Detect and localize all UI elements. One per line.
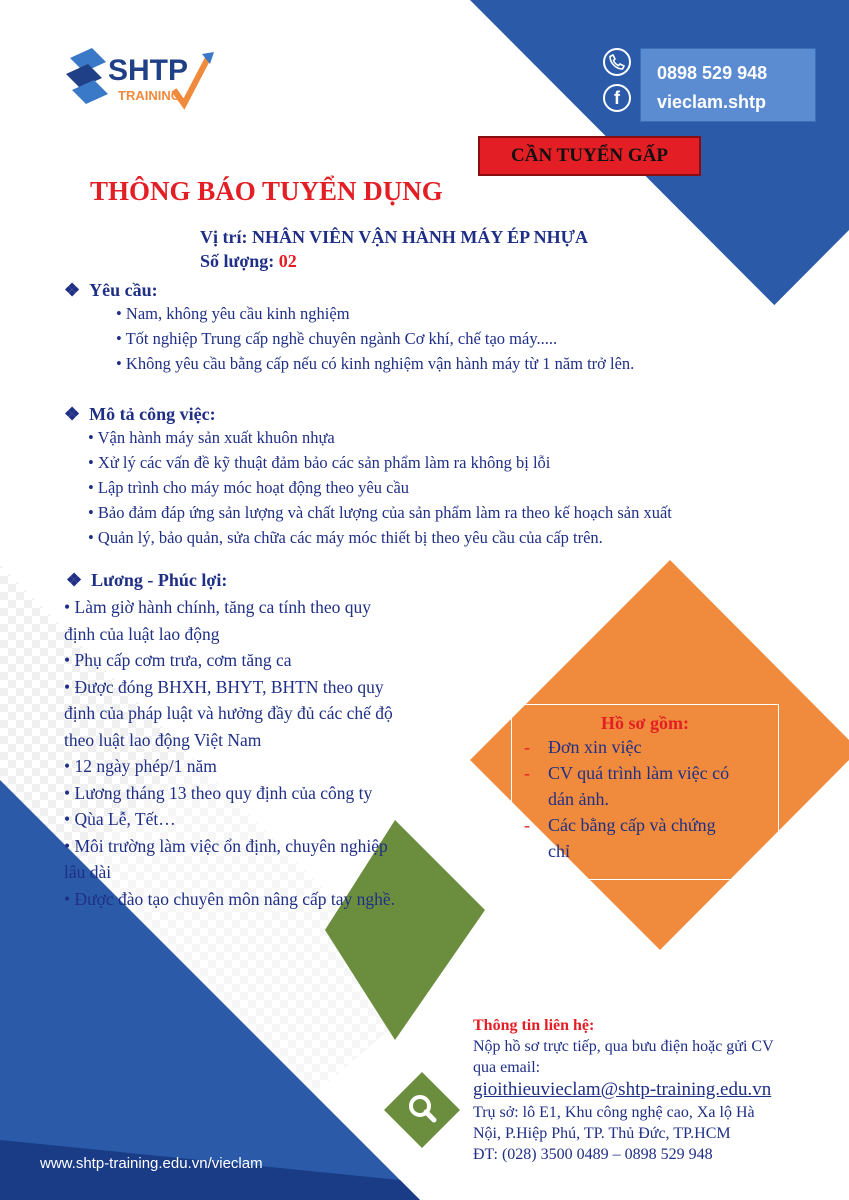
contact-facebook[interactable]: vieclam.shtp [657, 92, 767, 112]
requirements-section [64, 280, 634, 376]
diamond-bullet-icon: ❖ [66, 570, 83, 590]
list-item: • Vận hành máy sản xuất khuôn nhựa [88, 428, 335, 447]
benefit-line: • 12 ngày phép/1 năm [64, 756, 217, 776]
logo-text: SHTP [108, 54, 189, 87]
facebook-icon[interactable]: f [603, 84, 631, 112]
list-item: • Bảo đảm đáp ứng sản lượng và chất lượng của sản phẩm làm ra theo kế hoạch sản xuất [88, 503, 672, 522]
urgent-badge: CẦN TUYỂN GẤP [478, 136, 701, 176]
benefit-line: • Phụ cấp cơm trưa, cơm tăng ca [64, 650, 292, 670]
list-item: • Lập trình cho máy móc hoạt động theo yêu cầu [88, 478, 410, 497]
quantity-value: 02 [278, 251, 297, 271]
search-icon [385, 1073, 459, 1147]
list-item: • Nam, không yêu cầu kinh nghiệm [116, 304, 350, 323]
requirements-heading: Yêu cầu: [89, 280, 158, 300]
documents-item: - CV quá trình làm việc có dán ảnh. [524, 763, 730, 809]
diamond-bullet-icon: ❖ [64, 404, 81, 424]
contact-box [640, 48, 816, 122]
benefit-line: định của luật lao động [64, 623, 220, 644]
documents-item: - Đơn xin việc [524, 737, 642, 757]
benefit-line: lâu dài [64, 862, 112, 882]
benefits-heading: Lương - Phúc lợi: [91, 570, 228, 590]
position-block [200, 225, 588, 273]
position-value: NHÂN VIÊN VẬN HÀNH MÁY ÉP NHỰA [251, 227, 588, 247]
contact-line: Nộp hồ sơ trực tiếp, qua bưu điện hoặc gửi CV [473, 1038, 774, 1055]
benefits-heading-row [66, 570, 227, 591]
documents-item: - Các bằng cấp và chứng chỉ [524, 815, 716, 861]
list-item: • Xử lý các vấn đề kỹ thuật đảm bảo các sản phẩm làm ra không bị lỗi [88, 453, 551, 472]
logo-subtext: TRAINING [118, 88, 181, 103]
documents-heading: Hồ sơ gồm: [601, 713, 689, 733]
benefit-line: theo luật lao động Việt Nam [64, 729, 262, 750]
documents-box [511, 704, 779, 880]
benefit-line: • Qùa Lễ, Tết… [64, 809, 176, 829]
benefit-line: • Làm giờ hành chính, tăng ca tính theo quy [64, 597, 371, 617]
job-description-heading: Mô tả công việc: [89, 404, 216, 424]
contact-line: qua email: [473, 1059, 541, 1076]
benefit-line: định của pháp luật và hưởng đầy đủ các chế độ [64, 703, 393, 723]
position-label: Vị trí: [200, 227, 252, 247]
diamond-bullet-icon: ❖ [64, 280, 81, 300]
benefit-line: • Lương tháng 13 theo quy định của công ty [64, 782, 373, 803]
page-title: THÔNG BÁO TUYỂN DỤNG [90, 176, 443, 206]
list-item: • Không yêu cầu bằng cấp nếu có kinh nghiệm vận hành máy từ 1 năm trở lên. [116, 354, 635, 373]
contact-phone[interactable]: 0898 529 948 [657, 63, 768, 83]
benefits-list [64, 594, 484, 912]
contact-address: Nội, P.Hiệp Phú, TP. Thủ Đức, TP.HCM [473, 1125, 731, 1142]
phone-icon [603, 48, 631, 76]
contact-heading: Thông tin liên hệ: [473, 1017, 595, 1034]
footer-url-link[interactable]: www.shtp-training.edu.vn/vieclam [40, 1155, 263, 1172]
quantity-label: Số lượng: [200, 251, 279, 271]
benefit-line: • Được đóng BHXH, BHYT, BHTN theo quy [64, 676, 384, 697]
contact-address: Trụ sở: lô E1, Khu công nghệ cao, Xa lộ Hà [473, 1104, 755, 1121]
benefit-line: • Môi trường làm việc ổn định, chuyên nghiệp [64, 835, 388, 856]
list-item: • Tốt nghiệp Trung cấp nghề chuyên ngành Cơ khí, chế tạo máy..... [116, 329, 558, 348]
contact-info [473, 1015, 843, 1165]
shtp-logo [62, 40, 222, 120]
benefit-line: • Được đào tạo chuyên môn nâng cấp tay nghề. [64, 888, 396, 909]
contact-email-link[interactable]: gioithieuvieclam@shtp-training.edu.vn [473, 1079, 772, 1100]
list-item: • Quản lý, bảo quản, sửa chữa các máy móc thiết bị theo yêu cầu của cấp trên. [88, 528, 603, 547]
contact-phone-line: ĐT: (028) 3500 0489 – 0898 529 948 [473, 1146, 713, 1163]
job-description-section [64, 404, 672, 550]
